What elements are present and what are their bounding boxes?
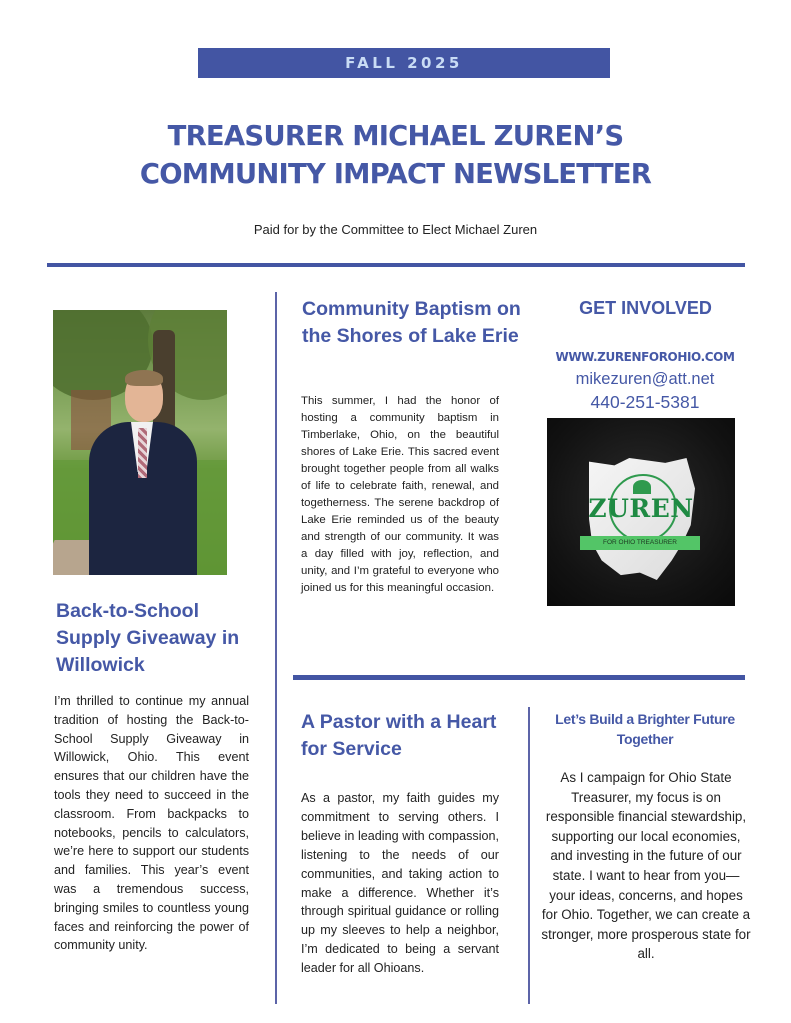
logo-wordmark: ZUREN: [588, 494, 694, 523]
column-divider-left: [275, 292, 277, 1004]
newsletter-title: [8, 117, 783, 193]
email-link[interactable]: mikezuren@att.net: [575, 370, 715, 388]
website-link[interactable]: WWW.ZURENFOROHIO.COM: [555, 350, 735, 364]
candidate-portrait-photo: [53, 310, 227, 575]
phone-link[interactable]: 440-251-5381: [590, 392, 700, 412]
season-banner: FALL 2025: [198, 48, 610, 78]
school-giveaway-body: I’m thrilled to continue my annual tradition of hosting the Back-to-School Supply Giveaway in Willowick, Ohio. This event ensures that our children have the tools they need to succeed in the classroom. From backpacks to notebooks, pencils to calculators, we’re here to support our students and families. This year’s event was a tremendous success, bringing smiles to countless young faces and reinforcing the power of community unity.: [54, 694, 249, 953]
baptism-heading: Community Baptism on the Shores of Lake Erie: [302, 298, 521, 347]
middle-divider: [293, 675, 745, 680]
photo-tie: [138, 428, 147, 478]
capitol-dome-icon: [633, 480, 651, 494]
get-involved-heading: GET INVOLVED: [579, 298, 712, 318]
pastor-body: As a pastor, my faith guides my commitment to serving others. I believe in leading with compassion, listening to the needs of our communities, and taking action to make a difference. Whether it’s through spiritual guidance or rolling up my sleeves to help a neighbor, I’m dedicated to being a servant leader for all Ohioans.: [301, 791, 499, 976]
school-giveaway-heading: Back-to-School Supply Giveaway in Willowick: [56, 600, 240, 676]
paid-for-disclaimer: Paid for by the Committee to Elect Michael Zuren: [253, 222, 538, 237]
column-divider-right: [528, 707, 530, 1004]
title-line-1: TREASURER MICHAEL ZUREN’S: [167, 119, 624, 152]
pastor-heading: A Pastor with a Heart for Service: [301, 711, 497, 760]
logo-tagline: FOR OHIO TREASURER: [580, 536, 700, 550]
top-divider: [47, 263, 745, 267]
campaign-logo: [547, 418, 735, 606]
baptism-body: This summer, I had the honor of hosting a community baptism in Timberlake, Ohio, on the beautiful shores of Lake Erie. This sacred event brought together people from all walks of life to celebrate faith, renewal, and togetherness. The serene backdrop of Lake Erie reminded us of the beauty and strength of our community. It was a day filled with joy, reflection, and unity, and I’m grateful to everyone who joined us for this meaningful occasion.: [301, 395, 499, 594]
photo-hair: [125, 370, 163, 386]
title-line-2: COMMUNITY IMPACT NEWSLETTER: [139, 157, 652, 190]
future-heading: Let’s Build a Brighter Future Together: [555, 711, 735, 747]
future-body: As I campaign for Ohio State Treasurer, my focus is on responsible financial stewardship, supporting our local economies, and investing in the future of our state. I want to hear from you—your ideas, concerns, and hopes for Ohio. Together, we can create a stronger, more prosperous state for all.: [541, 770, 751, 962]
